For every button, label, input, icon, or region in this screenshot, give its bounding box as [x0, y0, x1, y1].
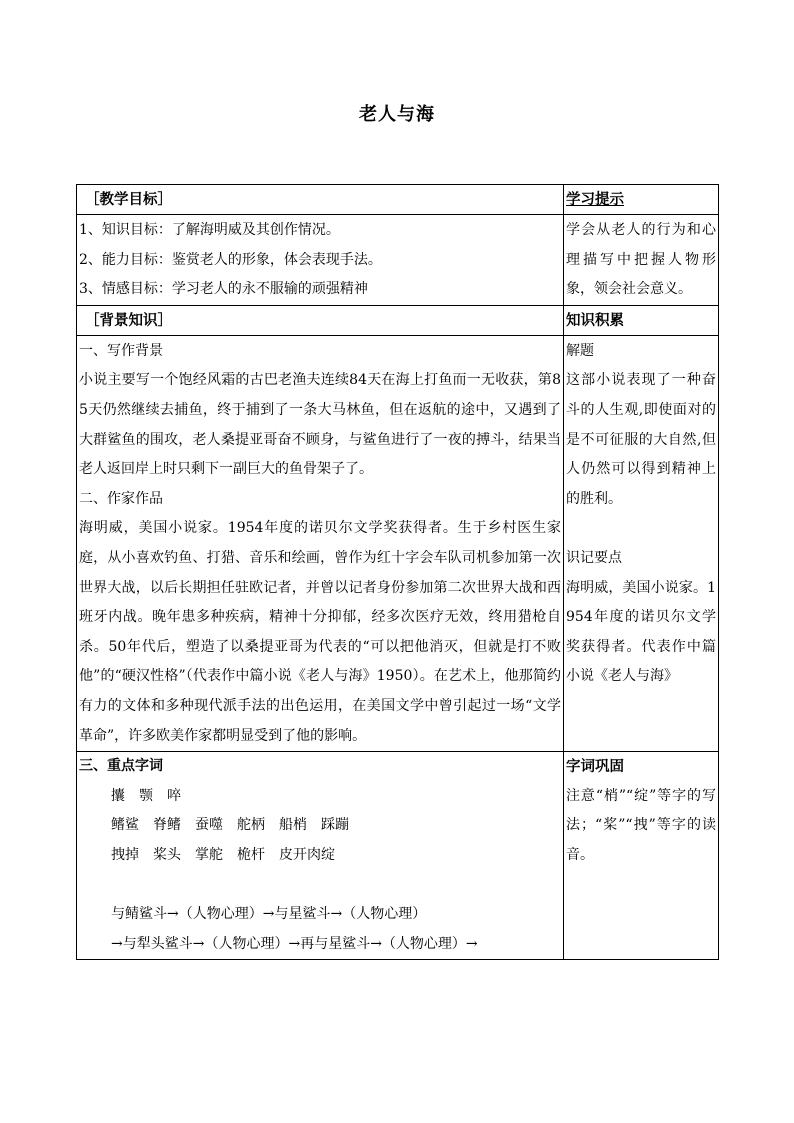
objectives-header: ［教学目标］ [85, 191, 172, 208]
section-title-writing-background: 一、写作背景 [79, 342, 163, 359]
objective-item: 2、能力目标：鉴赏老人的形象，体会表现手法。 [79, 251, 382, 268]
study-tips-text: 学会从老人的行为和心理描写中把握人物形象，领会社会意义。 [566, 222, 716, 298]
vocabulary-header: 三、重点字词 [79, 758, 163, 775]
study-tips-header: 学习提示 [566, 191, 624, 208]
vocabulary-row: 鳍鲨 脊鳍 蚕噬 舵柄 船梢 踩蹦 [111, 817, 349, 834]
study-tips-cell [564, 215, 719, 306]
vocabulary-row: 拽掉 桨头 掌舵 桅杆 皮开肉绽 [111, 846, 335, 863]
knowledge-cell [564, 335, 719, 751]
author-works-text: 海明威，美国小说家。1954年度的诺贝尔文学奖获得者。生于乡村医生家庭，从小喜欢钓鱼、打猎、音乐和绘画，曾作为红十字会车队司机参加第一次世界大战，以后长期担任驻欧记者，并曾以记者身份参加第二次世界大战和西班牙内战。晚年患多种疾病，精神十分抑郁，经多次医疗无效，终用猎枪自杀。50年代后，塑造了以桑提亚哥为代表的“可以把他消灭，但就是打不败他”的“硬汉性格”（代表作中篇小说《老人与海》1950）。在艺术上，他那简约有力的文体和多种现代派手法的出色运用，在美国文学中曾引起过一场“文学革命”，许多欧美作家都明显受到了他的影响。 [79, 520, 561, 744]
objective-item: 3、情感目标：学习老人的永不服输的顽强精神 [79, 281, 368, 298]
consolidation-text: 注意“梢”“绽”等字的写法；“桨”“拽”等字的读音。 [566, 787, 716, 863]
objectives-cell [77, 215, 564, 306]
background-header: ［背景知识］ [85, 311, 172, 329]
objective-item: 1、知识目标：了解海明威及其创作情况。 [79, 222, 340, 238]
writing-background-text: 小说主要写一个饱经风霜的古巴老渔夫连续84天在海上打鱼而一无收获，第85天仍然继续去捕鱼，终于捕到了一条大马林鱼，但在返航的途中，又遇到了大群鲨鱼的围攻，老人桑提亚哥奋不顾身，与鲨鱼进行了一夜的搏斗，结果当老人返回岸上时只剩下一副巨大的鱼骨架子了。 [79, 372, 561, 478]
section-title-author-works: 二、作家作品 [79, 490, 163, 507]
knowledge-label-title: 解题 [566, 342, 594, 359]
consolidation-header: 字词巩固 [566, 758, 624, 776]
knowledge-title-text: 这部小说表现了一种奋斗的人生观,即使面对的是不可征服的大自然,但人仍然可以得到精神上的胜利。 [566, 372, 716, 507]
document-title: 老人与海 [359, 104, 435, 125]
plot-flow-line: →与犁头鲨斗→（人物心理）→再与星鲨斗→（人物心理）→ [111, 935, 478, 952]
knowledge-header: 知识积累 [566, 311, 624, 329]
plot-flow-line: 与鲭鲨斗→（人物心理）→与星鲨斗→（人物心理） [111, 906, 427, 923]
background-header-cell [77, 305, 564, 335]
vocabulary-cell [77, 752, 564, 960]
background-cell [77, 335, 564, 751]
lesson-table [76, 184, 719, 960]
study-tips-header-cell [564, 185, 719, 215]
consolidation-cell [564, 752, 719, 960]
vocabulary-row: 攮 颚 啐 [111, 787, 181, 804]
knowledge-keypoints-text: 海明威，美国小说家。1954年度的诺贝尔文学奖获得者。代表作中篇小说《老人与海》 [566, 579, 716, 685]
knowledge-header-cell [564, 305, 719, 335]
objectives-header-cell [77, 185, 564, 215]
knowledge-label-keypoints: 识记要点 [566, 549, 622, 566]
